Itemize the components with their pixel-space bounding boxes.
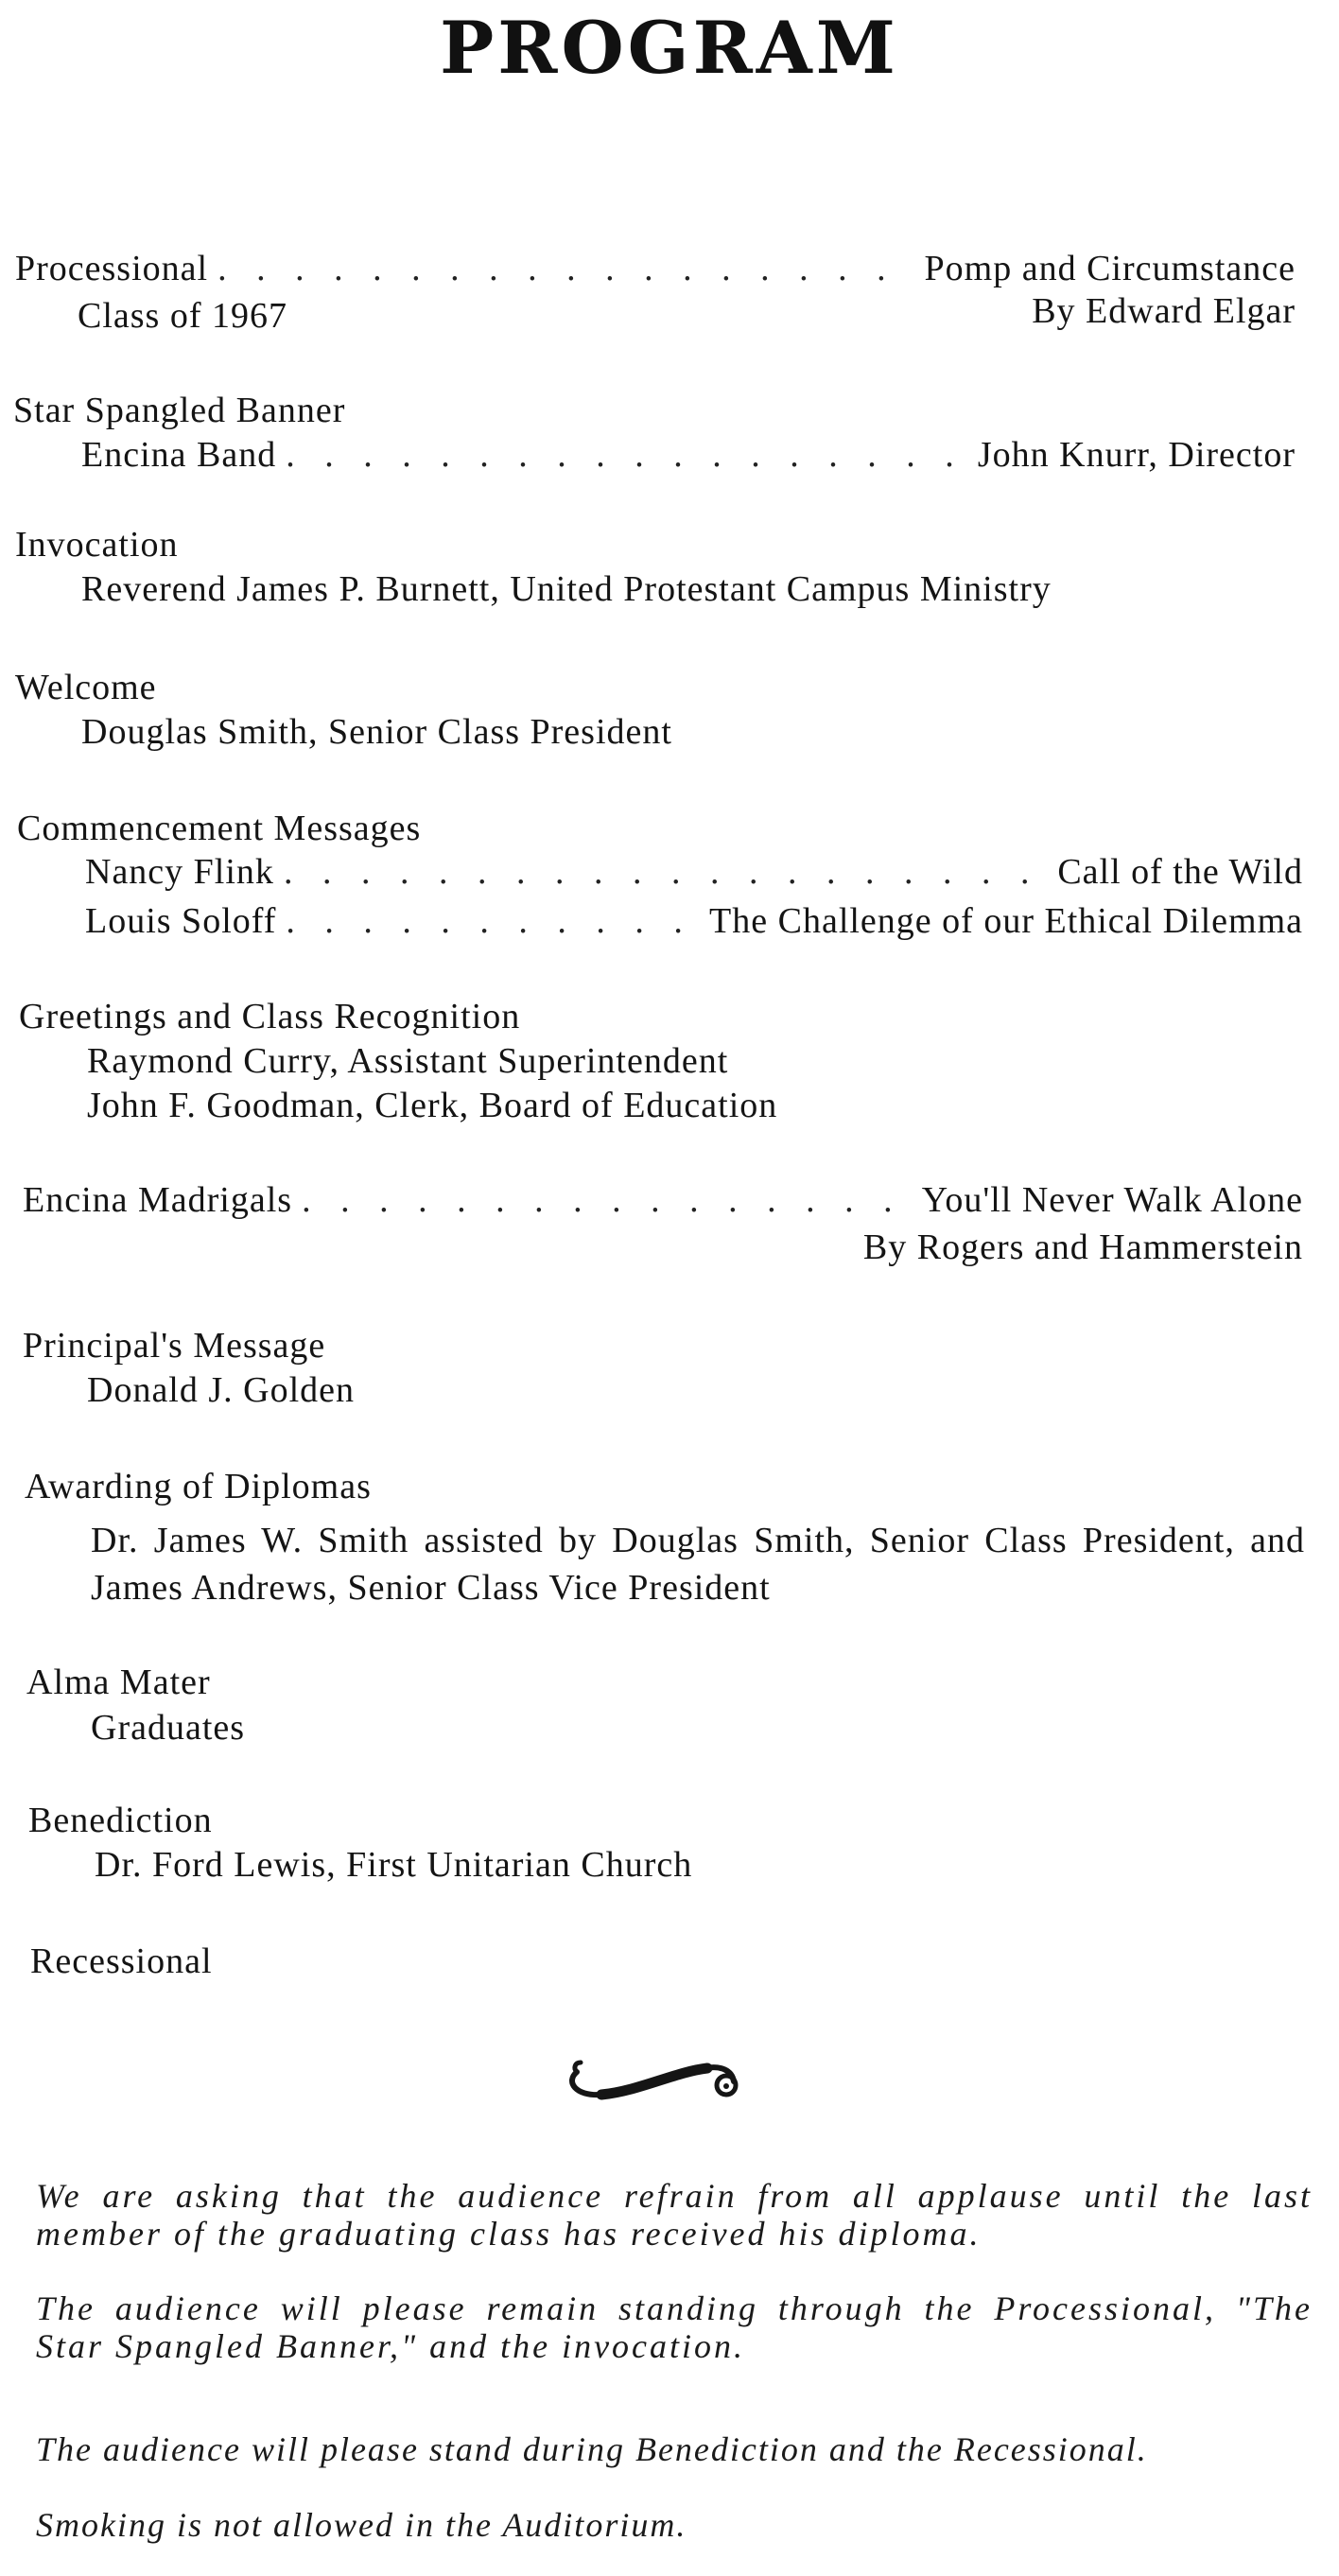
dot-leader [286,437,968,473]
principal-label: Principal's Message [23,1326,326,1366]
smoking-note: Smoking is not allowed in the Auditorium. [36,2506,687,2544]
invocation-label: Invocation [15,525,179,565]
page-title: PROGRAM [440,6,899,90]
greetings-speaker: Raymond Curry, Assistant Superintendent [87,1041,729,1081]
messages-label: Commencement Messages [17,809,422,848]
benediction-label: Benediction [28,1801,213,1840]
dot-leader [302,1182,913,1218]
greetings-speaker: John F. Goodman, Clerk, Board of Education [87,1086,778,1125]
anthem-director: John Knurr, Director [977,435,1296,475]
processional-performer: Class of 1967 [78,296,287,336]
anthem-label: Star Spangled Banner [13,391,346,430]
processional-piece: Pomp and Circumstance [924,249,1296,288]
message-topic: Call of the Wild [1057,852,1303,892]
message-line [85,854,1303,890]
message-line [85,903,1303,939]
madrigals-composer: By Rogers and Hammerstein [862,1227,1303,1267]
processional-line [15,251,1296,287]
anthem-line [81,437,1296,473]
greetings-label: Greetings and Class Recognition [19,997,521,1036]
processional-composer: By Edward Elgar [1032,291,1296,331]
benediction-note: The audience will please stand during Benediction and the Recessional. [36,2430,1148,2468]
scroll-flourish-icon [564,2047,749,2114]
alma-mater-performer: Graduates [91,1708,246,1748]
principal-speaker: Donald J. Golden [87,1370,356,1410]
madrigals-label: Encina Madrigals [23,1180,293,1220]
message-speaker: Nancy Flink [85,852,274,892]
diplomas-label: Awarding of Diplomas [25,1467,372,1506]
madrigals-line [23,1182,1303,1218]
message-speaker: Louis Soloff [85,901,277,941]
welcome-label: Welcome [15,668,157,707]
welcome-speaker: Douglas Smith, Senior Class President [81,712,672,752]
dot-leader [284,854,1048,890]
diplomas-text: Dr. James W. Smith assisted by Douglas Smith, Senior Class President, and James Andrews, Senior Class Vice President [91,1521,1305,1608]
processional-label: Processional [15,249,209,288]
benediction-speaker: Dr. Ford Lewis, First Unitarian Church [95,1845,693,1885]
standing-note: The audience will please remain standing through the Processional, "The Star Spangled Banner," and the invocation. [36,2289,1313,2365]
recessional-label: Recessional [30,1941,213,1981]
message-topic: The Challenge of our Ethical Dilemma [709,901,1303,941]
alma-mater-label: Alma Mater [26,1662,211,1702]
applause-note: We are asking that the audience refrain from all applause until the last member of the graduating class has received his diploma. [36,2177,1313,2253]
anthem-performer: Encina Band [81,435,277,475]
dot-leader [217,251,914,287]
madrigals-piece: You'll Never Walk Alone [921,1180,1303,1220]
invocation-speaker: Reverend James P. Burnett, United Protestant Campus Ministry [81,569,1052,609]
dot-leader [286,903,700,939]
